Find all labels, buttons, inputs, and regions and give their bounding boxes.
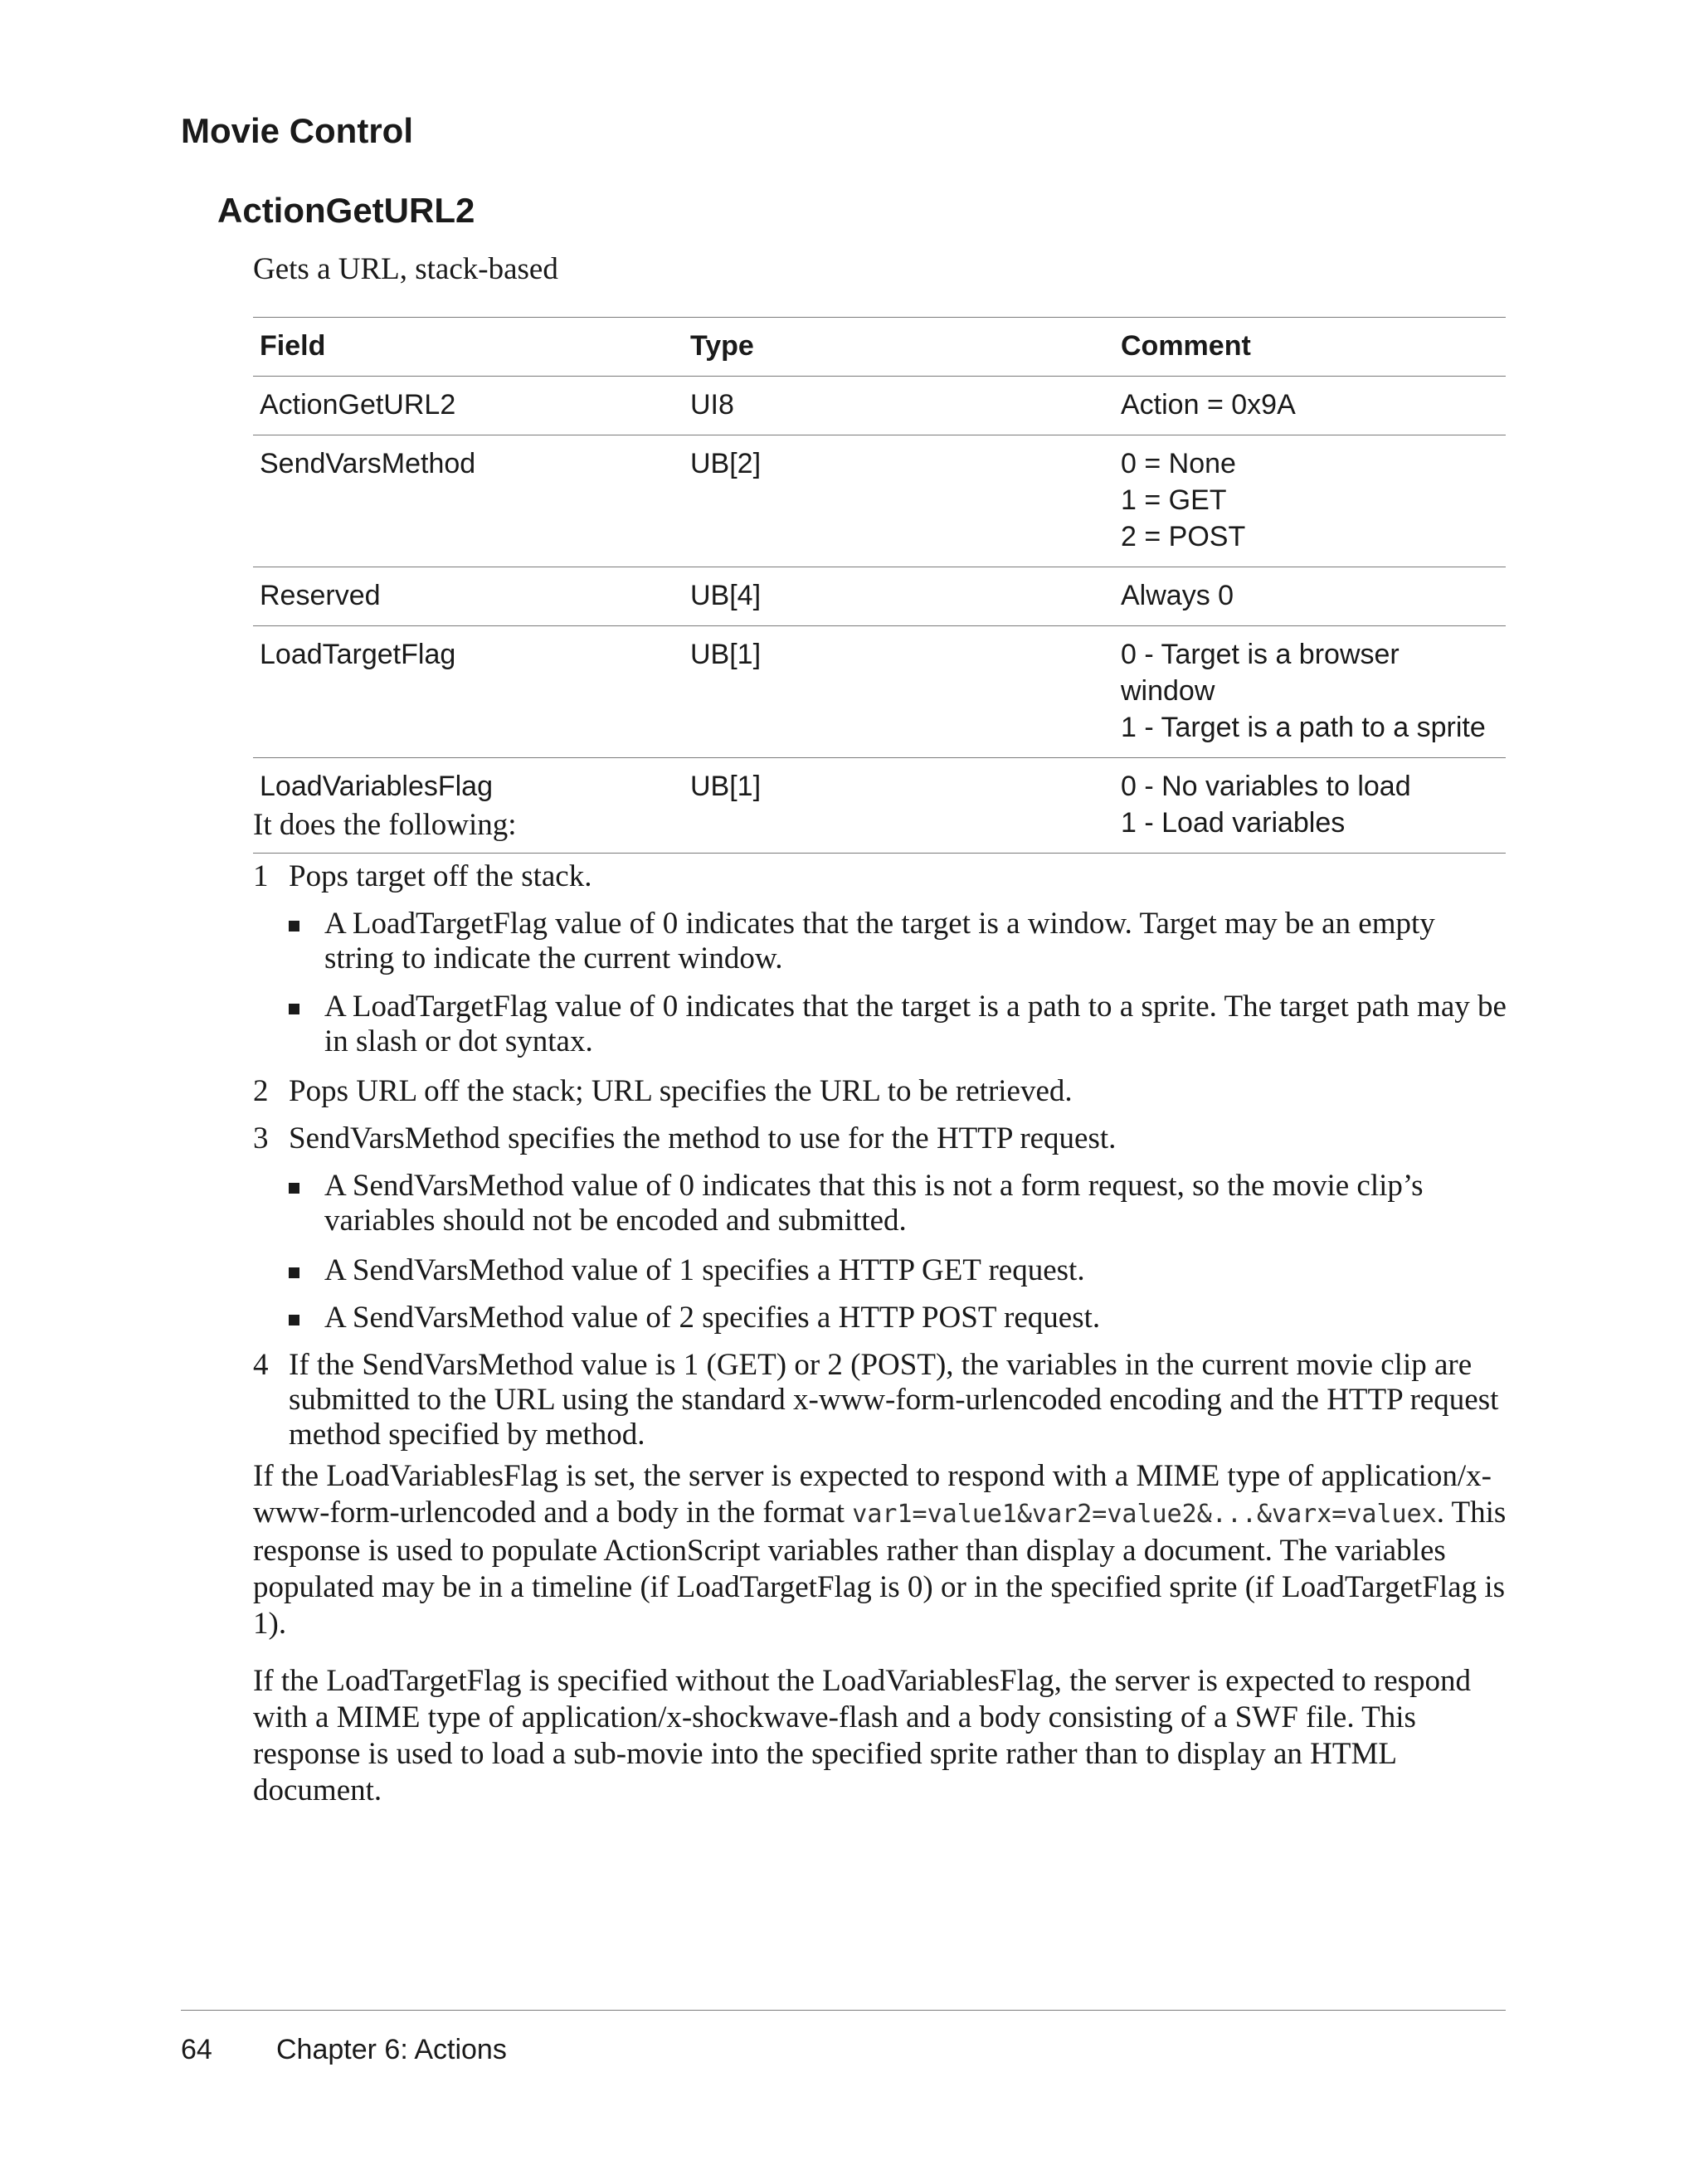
- footer-divider: [181, 2010, 1506, 2011]
- bullet-text: A SendVarsMethod value of 2 specifies a HTTP POST request.: [324, 1301, 1101, 1335]
- bullet-icon: [289, 1004, 299, 1014]
- bullet-text: A LoadTargetFlag value of 0 indicates that the target is a window. Target may be an empty string to indicate the current window.: [324, 907, 1435, 975]
- header-field: Field: [253, 318, 684, 377]
- code-inline: var1=value1&var2=value2&...&varx=valuex: [852, 1500, 1437, 1529]
- step-number: 3: [253, 1121, 269, 1155]
- paragraph-text: If the LoadVariablesFlag is set, the server is expected to respond with a MIME type of application/x-www-form-urlencoded and a body in the format: [253, 1459, 1492, 1530]
- bullet-icon: [289, 1183, 299, 1194]
- cell-type: UB[1]: [684, 626, 1114, 758]
- comment-line: Always 0: [1121, 580, 1234, 611]
- table-row: [253, 435, 1506, 567]
- table-header-row: [253, 318, 1506, 377]
- comment-line: 2 = POST: [1121, 521, 1246, 552]
- bullet-icon: [289, 921, 299, 931]
- bullet-text: A SendVarsMethod value of 1 specifies a HTTP GET request.: [324, 1253, 1085, 1287]
- cell-type: UI8: [684, 377, 1114, 435]
- comment-line: Action = 0x9A: [1121, 389, 1296, 421]
- page-number: 64: [181, 2034, 212, 2065]
- step-text: If the SendVarsMethod value is 1 (GET) or 2 (POST), the variables in the current movie clip are submitted to the URL using the standard x-www-form-urlencoded encoding and the HTTP request method specified by method.: [289, 1348, 1499, 1452]
- cell-field: ActionGetURL2: [253, 377, 684, 435]
- cell-comment: [1114, 567, 1506, 626]
- cell-field: LoadTargetFlag: [253, 626, 684, 758]
- comment-line: 1 = GET: [1121, 484, 1227, 516]
- cell-type: UB[2]: [684, 435, 1114, 567]
- cell-field: LoadVariablesFlag: [253, 758, 684, 854]
- intro-text: It does the following:: [253, 808, 517, 842]
- field-table: [253, 317, 1506, 854]
- step-number: 2: [253, 1074, 269, 1108]
- bullet-text: A SendVarsMethod value of 0 indicates that this is not a form request, so the movie clip’s variables should not be encoded and submitted.: [324, 1169, 1424, 1238]
- bullet-text: A LoadTargetFlag value of 0 indicates that the target is a path to a sprite. The target path may be in slash or dot syntax.: [324, 990, 1507, 1058]
- table-row: [253, 377, 1506, 435]
- cell-comment: [1114, 377, 1506, 435]
- bullet-icon: [289, 1315, 299, 1325]
- comment-line: 0 - Target is a browser window: [1121, 639, 1400, 707]
- paragraph-load-variables: [253, 1458, 1514, 1642]
- comment-line: 0 - No variables to load: [1121, 771, 1411, 802]
- step-number: 1: [253, 859, 269, 893]
- comment-line: 1 - Load variables: [1121, 807, 1346, 839]
- cell-comment: [1114, 435, 1506, 567]
- cell-field: Reserved: [253, 567, 684, 626]
- comment-line: 1 - Target is a path to a sprite: [1121, 712, 1486, 743]
- cell-type: UB[1]: [684, 758, 1114, 854]
- bullet-icon: [289, 1267, 299, 1278]
- cell-comment: [1114, 626, 1506, 758]
- comment-line: 0 = None: [1121, 448, 1236, 479]
- step-number: 4: [253, 1348, 269, 1382]
- summary-text: Gets a URL, stack-based: [253, 252, 558, 286]
- table-row: [253, 626, 1506, 758]
- cell-field: SendVarsMethod: [253, 435, 684, 567]
- chapter-title: Chapter 6: Actions: [276, 2034, 507, 2065]
- step-text: SendVarsMethod specifies the method to use for the HTTP request.: [289, 1121, 1117, 1155]
- subsection-heading: ActionGetURL2: [217, 191, 475, 230]
- header-comment: Comment: [1114, 318, 1506, 377]
- table-row: [253, 567, 1506, 626]
- paragraph-text: . This response is used to populate ActionScript variables rather than display a document. The variables populated may be in a timeline (if LoadTargetFlag is 0) or in the specified sprite (if LoadTargetFlag is 1).: [253, 1496, 1507, 1641]
- cell-type: UB[4]: [684, 567, 1114, 626]
- step-text: Pops target off the stack.: [289, 859, 592, 893]
- paragraph-load-target: If the LoadTargetFlag is specified without the LoadVariablesFlag, the server is expected to respond with a MIME type of application/x-shockwave-flash and a body consisting of a SWF file. This response is used to load a sub-movie into the specified sprite rather than to display an HTML document.: [253, 1664, 1472, 1807]
- section-heading: Movie Control: [181, 111, 413, 150]
- header-type: Type: [684, 318, 1114, 377]
- step-text: Pops URL off the stack; URL specifies the URL to be retrieved.: [289, 1074, 1073, 1108]
